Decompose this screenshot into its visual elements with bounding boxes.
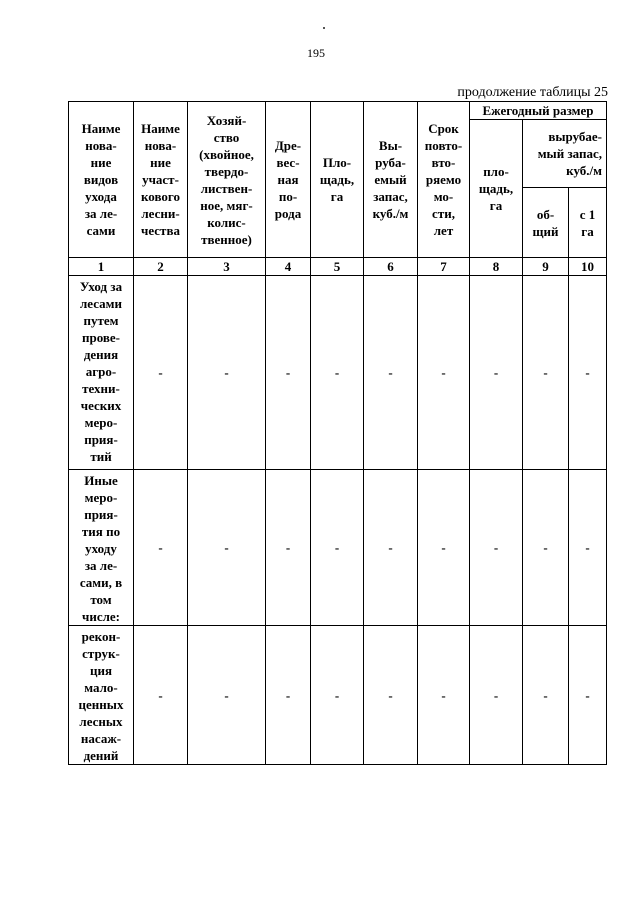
header-annual-area bbox=[470, 120, 523, 258]
page-number: 195 bbox=[307, 46, 325, 60]
text-line: струк- bbox=[82, 646, 120, 661]
header-forestry-district bbox=[134, 102, 188, 258]
text-line: лет bbox=[433, 223, 454, 238]
header-annual-cut-stock bbox=[523, 120, 607, 188]
row-name-cell bbox=[69, 626, 134, 765]
text-line: прия- bbox=[84, 507, 118, 522]
text-line: га bbox=[330, 189, 344, 204]
text-line: твенное) bbox=[201, 231, 252, 247]
text-line: агро- bbox=[85, 364, 117, 379]
text-line: га bbox=[581, 223, 594, 239]
text-line: ние bbox=[150, 155, 171, 170]
text-line: Дре- bbox=[274, 138, 302, 153]
text-line: Наиме bbox=[141, 121, 180, 136]
text-line: лесни- bbox=[141, 206, 180, 221]
value-cell: - bbox=[266, 470, 311, 626]
table-row bbox=[69, 470, 607, 626]
text-line: по- bbox=[278, 189, 298, 204]
value-cell: - bbox=[470, 626, 523, 765]
text-line: рекон- bbox=[81, 629, 121, 644]
value-cell: - bbox=[134, 626, 188, 765]
text-line: нова- bbox=[85, 138, 117, 153]
value-cell: - bbox=[188, 276, 266, 470]
text-line: мый запас, bbox=[537, 146, 603, 161]
text-line: лесами bbox=[80, 296, 122, 311]
text-line: ряемо bbox=[425, 172, 462, 187]
column-number: 2 bbox=[134, 258, 188, 276]
value-cell: - bbox=[418, 470, 470, 626]
text-line: уходу bbox=[85, 541, 117, 556]
table-continuation-label: продолжение таблицы 25 bbox=[457, 85, 608, 100]
header-area bbox=[311, 102, 364, 258]
text-line: твердо- bbox=[204, 163, 249, 179]
text-line: щий bbox=[532, 223, 559, 239]
column-number: 10 bbox=[569, 258, 607, 276]
text-line: ческих bbox=[80, 398, 122, 413]
value-cell: - bbox=[523, 276, 569, 470]
value-cell: - bbox=[134, 470, 188, 626]
value-cell: - bbox=[266, 626, 311, 765]
column-number: 4 bbox=[266, 258, 311, 276]
text-line: ство bbox=[213, 129, 240, 145]
text-line: щадь, bbox=[478, 181, 514, 196]
column-number: 9 bbox=[523, 258, 569, 276]
value-cell: - bbox=[418, 626, 470, 765]
text-line: вырубае- bbox=[548, 129, 603, 144]
text-line: повто- bbox=[424, 138, 463, 153]
header-annual-size: Ежегодный размер bbox=[470, 102, 607, 120]
text-line: чества bbox=[141, 223, 180, 238]
text-line: колис- bbox=[207, 214, 246, 230]
text-line: мало- bbox=[84, 680, 118, 695]
text-line: Хозяй- bbox=[206, 112, 247, 128]
text-line: об- bbox=[536, 206, 555, 222]
text-line: лесных bbox=[79, 714, 123, 729]
text-line: пло- bbox=[483, 164, 509, 179]
text-line: меро- bbox=[84, 415, 118, 430]
value-cell: - bbox=[364, 276, 418, 470]
text-line: Наиме bbox=[81, 121, 121, 136]
text-line: Вы- bbox=[378, 138, 403, 153]
text-line: руба- bbox=[375, 155, 406, 170]
text-line: вес- bbox=[276, 155, 300, 170]
header-economy bbox=[188, 102, 266, 258]
text-line: прове- bbox=[81, 330, 121, 345]
value-cell: - bbox=[266, 276, 311, 470]
text-line: листвен- bbox=[200, 180, 253, 196]
text-line: том bbox=[90, 592, 112, 607]
column-number: 3 bbox=[188, 258, 266, 276]
text-line: ция bbox=[89, 663, 112, 678]
text-line: дения bbox=[83, 347, 119, 362]
header-tree-species bbox=[266, 102, 311, 258]
text-line: участ- bbox=[142, 172, 179, 187]
text-line: насаж- bbox=[80, 731, 122, 746]
value-cell: - bbox=[569, 470, 607, 626]
value-cell: - bbox=[523, 626, 569, 765]
row-name-cell bbox=[69, 470, 134, 626]
text-line: сами bbox=[86, 223, 116, 238]
value-cell: - bbox=[311, 470, 364, 626]
text-line: Пло- bbox=[322, 155, 352, 170]
value-cell: - bbox=[188, 626, 266, 765]
text-line: рода bbox=[274, 206, 302, 221]
text-line: (хвойное, bbox=[199, 146, 254, 162]
text-line: Срок bbox=[428, 121, 459, 136]
text-line: емый bbox=[374, 172, 407, 187]
column-number: 6 bbox=[364, 258, 418, 276]
column-number: 5 bbox=[311, 258, 364, 276]
text-line: ное, мяг- bbox=[200, 197, 253, 213]
text-line: меро- bbox=[84, 490, 118, 505]
text-line: щадь, bbox=[319, 172, 355, 187]
forest-care-table bbox=[68, 101, 607, 765]
text-line: тий bbox=[90, 449, 112, 464]
header-care-type bbox=[69, 102, 134, 258]
header-repeat-period bbox=[418, 102, 470, 258]
value-cell: - bbox=[311, 276, 364, 470]
value-cell: - bbox=[418, 276, 470, 470]
scan-mark bbox=[323, 27, 325, 29]
value-cell: - bbox=[470, 276, 523, 470]
text-line: прия- bbox=[84, 432, 118, 447]
text-line: Уход за bbox=[79, 279, 123, 294]
text-line: вто- bbox=[431, 155, 456, 170]
text-line: тия по bbox=[81, 524, 121, 539]
value-cell: - bbox=[569, 276, 607, 470]
text-line: га bbox=[489, 198, 503, 213]
text-line: Иные bbox=[84, 473, 118, 488]
text-line: кового bbox=[140, 189, 180, 204]
value-cell: - bbox=[134, 276, 188, 470]
header-per-hectare bbox=[569, 188, 607, 258]
value-cell: - bbox=[470, 470, 523, 626]
text-line: ухода bbox=[85, 189, 117, 204]
header-total bbox=[523, 188, 569, 258]
text-line: ние bbox=[90, 155, 112, 170]
value-cell: - bbox=[364, 626, 418, 765]
text-line: видов bbox=[83, 172, 119, 187]
text-line: с 1 bbox=[579, 206, 596, 222]
table-row bbox=[69, 276, 607, 470]
text-line: сти, bbox=[432, 206, 455, 221]
row-name-cell bbox=[69, 276, 134, 470]
column-number: 8 bbox=[470, 258, 523, 276]
value-cell: - bbox=[311, 626, 364, 765]
text-line: дений bbox=[83, 748, 119, 763]
text-line: ценных bbox=[78, 697, 124, 712]
table-row bbox=[69, 626, 607, 765]
text-line: техни- bbox=[82, 381, 120, 396]
text-line: путем bbox=[83, 313, 119, 328]
text-line: ная bbox=[277, 172, 299, 187]
text-line: за ле- bbox=[84, 558, 118, 573]
text-line: куб./м bbox=[372, 206, 409, 221]
text-line: за ле- bbox=[84, 206, 118, 221]
column-number-row bbox=[69, 258, 607, 276]
value-cell: - bbox=[569, 626, 607, 765]
text-line: куб./м bbox=[566, 163, 603, 178]
value-cell: - bbox=[188, 470, 266, 626]
value-cell: - bbox=[364, 470, 418, 626]
text-line: сами, в bbox=[79, 575, 123, 590]
text-line: запас, bbox=[373, 189, 408, 204]
header-cut-stock bbox=[364, 102, 418, 258]
column-number: 1 bbox=[69, 258, 134, 276]
text-line: мо- bbox=[433, 189, 454, 204]
value-cell: - bbox=[523, 470, 569, 626]
column-number: 7 bbox=[418, 258, 470, 276]
text-line: числе: bbox=[82, 609, 120, 624]
text-line: нова- bbox=[144, 138, 177, 153]
